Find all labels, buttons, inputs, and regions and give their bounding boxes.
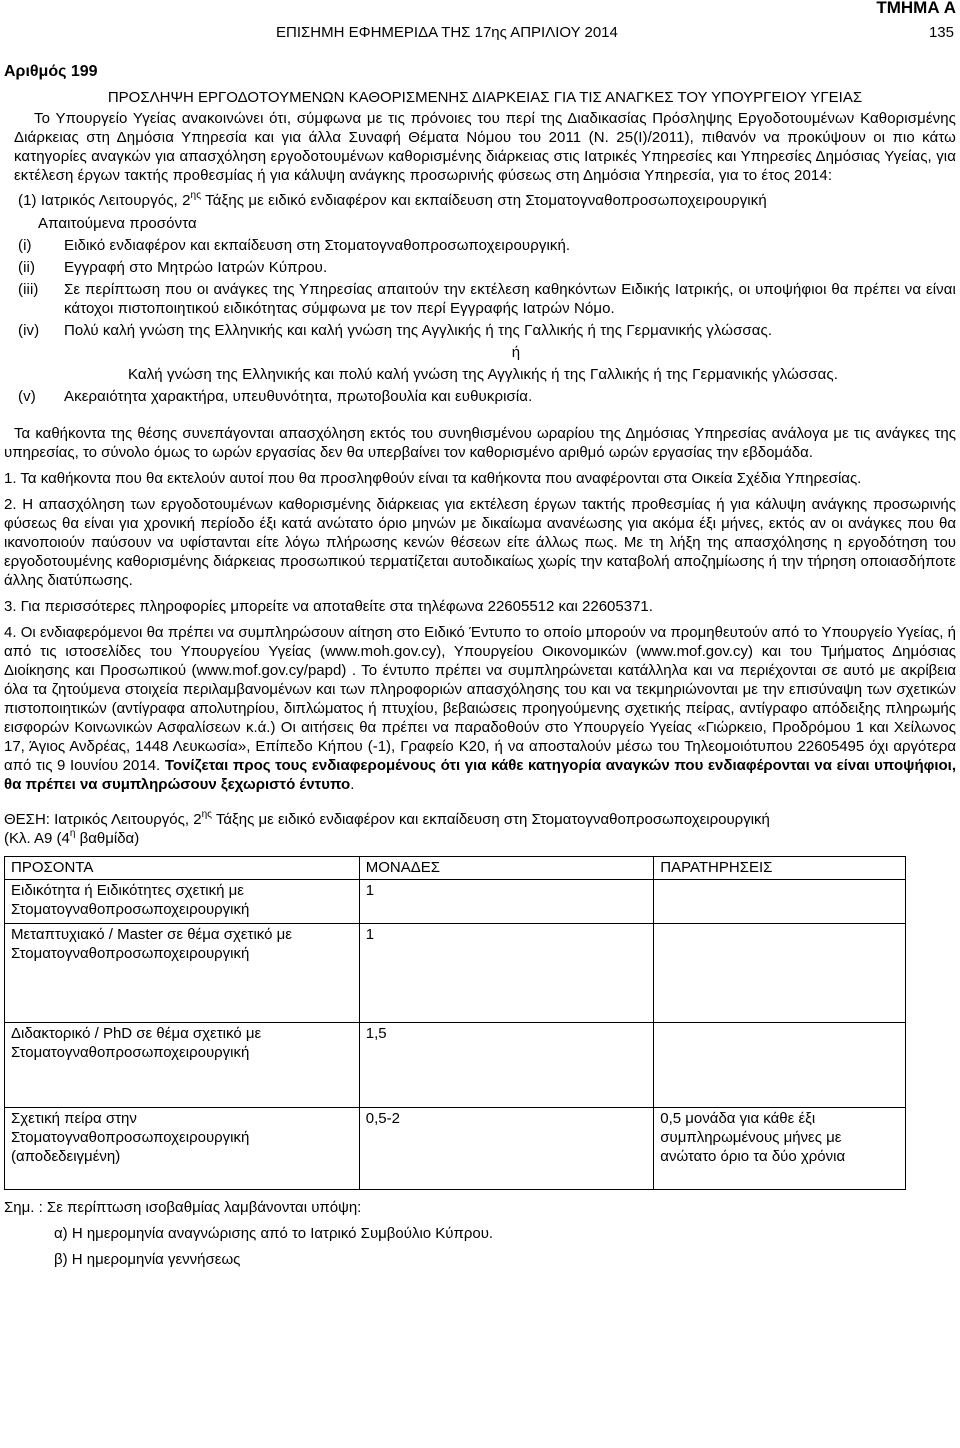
table-row: [5, 1023, 906, 1108]
notice-number: Αριθμός 199: [4, 63, 98, 80]
scale-rest: βαθμίδα): [75, 830, 140, 847]
requirement-item: [14, 280, 956, 318]
paragraph-4-end: .: [350, 776, 355, 793]
table-row: [5, 924, 906, 1023]
requirement-text: Σε περίπτωση που οι ανάγκες της Υπηρεσίας απαιτούν την εκτέλεση καθηκόντων Ειδικής Ιατρικής, οι υποψήφιοι θα πρέπει να είναι κάτοχοι πιστοποιητικού ειδικότητας σύμφωνα με τον περί Εγγραφής Ιατρών Νόμο.: [64, 281, 956, 317]
paragraph-4-emphasis: Τονίζεται προς τους ενδιαφερομένους ότι για κάθε κατηγορία αναγκών που ενδιαφέρονται να είναι υποψήφιοι, θα πρέπει να συμπληρώσουν ξεχωριστό έντυπο: [4, 757, 957, 793]
page-number: 135: [928, 24, 954, 41]
column-header: ΜΟΝΑΔΕΣ: [359, 857, 654, 880]
gazette-page: [4, 0, 956, 1269]
requirement-text: Εγγραφή στο Μητρώο Ιατρών Κύπρου.: [64, 259, 328, 276]
requirements-title: Απαιτούμενα προσόντα: [38, 215, 197, 232]
table-cell: [654, 880, 906, 924]
note-line: Σημ. : Σε περίπτωση ισοβαθμίας λαμβάνονται υπόψη:: [4, 1199, 362, 1216]
category-sup: ης: [190, 190, 202, 201]
requirement-item: [14, 258, 956, 277]
running-header: ΕΠΙΣΗΜΗ ΕΦΗΜΕΡΙΔΑ ΤΗΣ 17ης ΑΠΡΙΛΙΟΥ 2014: [276, 24, 618, 41]
table-cell: Μεταπτυχιακό / Master σε θέμα σχετικό με Στοματογναθοπροσωποχειρουργική: [5, 924, 360, 1023]
category-line: [14, 191, 956, 210]
requirement-number: (ii): [18, 259, 36, 276]
paragraph-3: 3. Για περισσότερες πληροφορίες μπορείτε να αποταθείτε στα τηλέφωνα 22605512 και 22605371.: [4, 598, 653, 615]
requirement-number: (iv): [18, 322, 40, 339]
qualifications-table: [4, 856, 906, 1190]
scale-sup: η: [69, 828, 76, 839]
table-header-row: [5, 857, 906, 880]
position-sup: ης: [201, 809, 212, 820]
note-item: β) Η ημερομηνία γεννήσεως: [54, 1251, 241, 1268]
column-header: ΠΑΡΑΤΗΡΗΣΕΙΣ: [654, 857, 906, 880]
table-cell: [654, 1023, 906, 1108]
table-cell: 0,5-2: [359, 1108, 654, 1190]
paragraph-2: 2. Η απασχόληση των εργοδοτουμένων καθορισμένης διάρκειας για εκτέλεση έργων τακτής προθεσμίας ή για κάλυψη ανάγκης προσωρινής φύσεως θα είναι για χρονική περίοδο έξι κατά ανώτατο όριο μηνών με δικαίωμα ανανέωσης για ακόμα έξι μήνες, εκτός αν οι ανάγκες που θα ικανοποιούν παύσουν να υφίστανται είτε λόγω πλήρωσης κενών θέσεων είτε άλλως πως. Με τη λήξη της απασχόλησης η εργοδότηση του εργοδοτουμένης καθορισμένης διάρκειας προσωπικού τερματίζεται αυτοδικαίως χωρίς την καταβολή αποζημίωσης ή την τήρηση οποιασδήποτε άλλης διατύπωσης.: [4, 496, 956, 589]
requirement-text: Ακεραιότητα χαρακτήρα, υπευθυνότητα, πρωτοβουλία και ευθυκρισία.: [64, 388, 533, 405]
table-cell: Σχετική πείρα στην Στοματογναθοπροσωποχειρουργική (αποδεδειγμένη): [5, 1108, 360, 1190]
paragraph-4-text: 4. Οι ενδιαφερόμενοι θα πρέπει να συμπληρώσουν αίτηση στο Ειδικό Έντυπο το οποίο μπορούν να προμηθευτούν από το Υπουργείο Υγείας, ή από τις ιστοσελίδες του Υπουργείου Υγείας (www.moh.gov.cy), Υπουργείου Οικονομικών (www.mof.gov.cy) και του Τμήματος Δημόσιας Διοίκησης και Προσωπικού (www.mof.gov.cy/papd) . Το έντυπο πρέπει να συμπληρώνεται κατάλληλα και να περιέχονται σε αυτό με ακρίβεια όλα τα ζητούμενα στοιχεία περιλαμβανομένων και των πληροφοριών απασχόλησης του και να τεκμηριώνονται με την επισύναψη των σχετικών πιστοποιητικών (αντίγραφα απολυτηρίου, διπλώματος ή πτυχίου, βεβαιώσεις προηγούμενης σχετικής πείρας, αντίγραφο απόδειξης πληρωμής εισφορών Κοινωνικών Ασφαλίσεων κ.ά.) Οι αιτήσεις θα πρέπει να παραδοθούν στο Υπουργείο Υγείας «Γιώρκειο, Προδρόμου 1 και Χείλωνος 17, Άγιος Ανδρέας, 1448 Λευκωσία», Επίπεδο Κήπου (-1), Γραφείο Κ20, ή να αποσταλούν μέσω του Τηλεομοιότυπου 22605495 όχι αργότερα από τις 9 Ιουνίου 2014.: [4, 624, 956, 774]
note-item: α) Η ημερομηνία αναγνώρισης από το Ιατρικό Συμβούλιο Κύπρου.: [54, 1225, 494, 1242]
column-header: ΠΡΟΣΟΝΤΑ: [5, 857, 360, 880]
paragraph-4: [4, 623, 956, 794]
section-label: ΤΜΗΜΑ Α: [876, 0, 956, 17]
requirement-number: (iii): [18, 281, 39, 298]
position-line: [4, 810, 956, 829]
table-row: [5, 1108, 906, 1190]
requirement-text: Ειδικό ενδιαφέρον και εκπαίδευση στη Στοματογναθοπροσωποχειρουργική.: [64, 237, 571, 254]
requirement-number: (i): [18, 237, 32, 254]
scale-text: (Κλ. Α9 (4: [4, 830, 70, 847]
table-cell: 0,5 μονάδα για κάθε έξι συμπληρωμένους μήνες με ανώτατο όριο τα δύο χρόνια: [654, 1108, 906, 1190]
scale-line: [4, 829, 956, 848]
position-text: ΘΕΣΗ: Ιατρικός Λειτουργός, 2: [4, 811, 202, 828]
intro-block: [4, 109, 956, 406]
intro-paragraph: Το Υπουργείο Υγείας ανακοινώνει ότι, σύμφωνα με τις πρόνοιες του περί της Διαδικασίας Πρόσληψης Εργοδοτουμένων Καθορισμένης Διάρκειας στη Δημόσια Υπηρεσία και για άλλα Συναφή Θέματα Νόμου του 2011 (Ν. 25(Ι)/2011), πιθανόν να προκύψουν οι πιο κάτω κατηγορίες αναγκών για απασχόληση εργοδοτουμένων καθορισμένης διάρκειας στις Ιατρικές Υπηρεσίες και Υπηρεσίες Δημόσιας Υγείας, για εκτέλεση έργων τακτής προθεσμίας ή για κάλυψη ανάγκης προσωρινής φύσεως στη Δημόσια Υπηρεσία, για το έτος 2014:: [14, 110, 956, 184]
requirement-text: Πολύ καλή γνώση της Ελληνικής και καλή γνώση της Αγγλικής ή της Γαλλικής ή της Γερμανικής γλώσσας.: [64, 322, 773, 339]
notice-title: ΠΡΟΣΛΗΨΗ ΕΡΓΟΔΟΤΟΥΜΕΝΩΝ ΚΑΘΟΡΙΣΜΕΝΗΣ ΔΙΑΡΚΕΙΑΣ ΓΙΑ ΤΙΣ ΑΝΑΓΚΕΣ ΤΟΥ ΥΠΟΥΡΓΕΙΟΥ ΥΓΕΙΑΣ: [107, 89, 863, 106]
category-rest: Τάξης με ειδικό ενδιαφέρον και εκπαίδευση στη Στοματογναθοπροσωποχειρουργική: [201, 192, 767, 209]
page-header: [4, 0, 956, 44]
requirement-item: [14, 236, 956, 255]
paragraph-1: 1. Τα καθήκοντα που θα εκτελούν αυτοί που θα προσληφθούν είναι τα καθήκοντα που αναφέρονται στα Οικεία Σχέδια Υπηρεσίας.: [4, 470, 862, 487]
duties-paragraph: Τα καθήκοντα της θέσης συνεπάγονται απασχόληση εκτός του συνηθισμένου ωραρίου της Δημόσιας Υπηρεσίας ανάλογα με τις ανάγκες της υπηρεσίας, το σύνολο όμως το ωρών εργασίας δεν θα υπερβαίνει τον καθορισμένο αριθμό ωρών εργασίας την εβδομάδα.: [4, 425, 956, 461]
requirement-alternative: Καλή γνώση της Ελληνικής και πολύ καλή γνώση της Αγγλικής ή της Γαλλικής ή της Γερμανικής γλώσσας.: [128, 366, 838, 383]
table-cell: 1,5: [359, 1023, 654, 1108]
requirement-item: [14, 387, 956, 406]
table-cell: Διδακτορικό / PhD σε θέμα σχετικό με Στοματογναθοπροσωποχειρουργική: [5, 1023, 360, 1108]
table-cell: 1: [359, 924, 654, 1023]
category-text: (1) Ιατρικός Λειτουργός, 2: [18, 192, 191, 209]
or-separator: ή: [511, 344, 521, 361]
requirement-item: [14, 321, 956, 340]
table-cell: Ειδικότητα ή Ειδικότητες σχετική με Στοματογναθοπροσωποχειρουργική: [5, 880, 360, 924]
table-row: [5, 880, 906, 924]
table-cell: 1: [359, 880, 654, 924]
requirement-number: (v): [18, 388, 36, 405]
table-cell: [654, 924, 906, 1023]
position-rest: Τάξης με ειδικό ενδιαφέρον και εκπαίδευση στη Στοματογναθοπροσωποχειρουργική: [211, 811, 770, 828]
